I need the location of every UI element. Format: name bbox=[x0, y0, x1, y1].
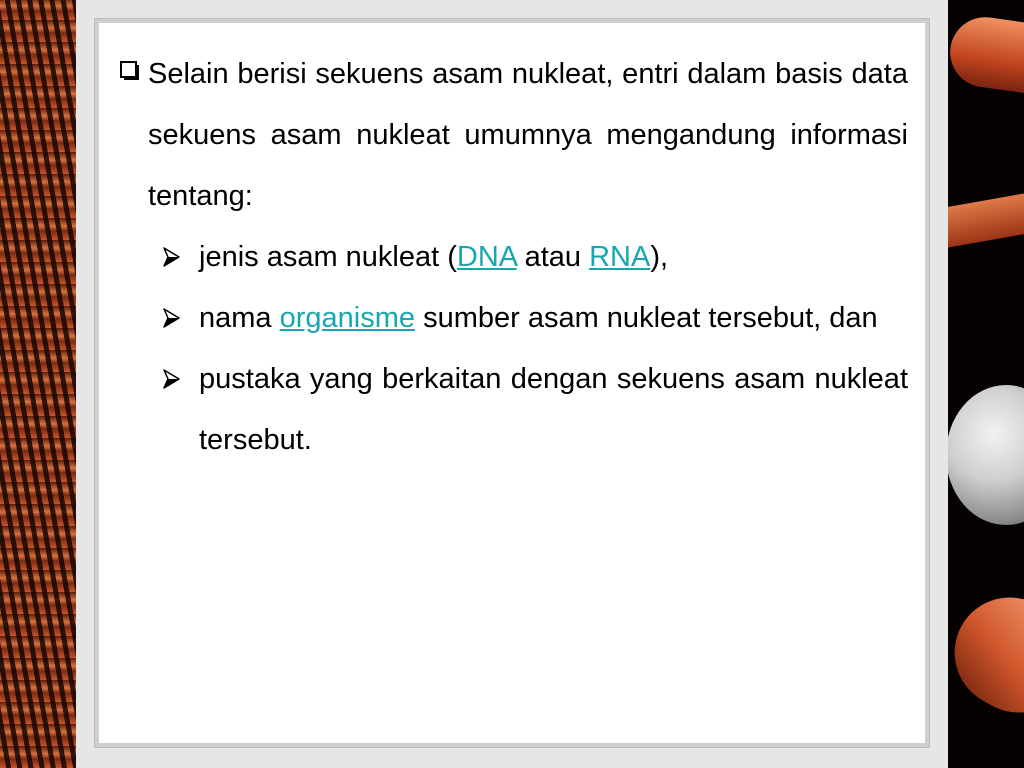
sub-bullet-text: sumber asam nukleat tersebut, dan bbox=[423, 302, 878, 334]
sub-bullet-text: pustaka yang berkaitan dengan sekuens asam nukleat tersebut. bbox=[199, 363, 908, 456]
arrow-bullet-icon bbox=[162, 369, 180, 389]
orange-swoosh-top bbox=[946, 13, 1024, 98]
sub-bullet-text: atau bbox=[516, 241, 590, 273]
dna-link[interactable]: DNA bbox=[456, 241, 517, 273]
slide-content bbox=[112, 44, 908, 471]
left-decorative-pattern bbox=[0, 0, 80, 768]
sub-bullet-text: ), bbox=[650, 241, 669, 273]
sub-bullet-text: jenis asam nukleat ( bbox=[199, 241, 457, 273]
sub-bullet-literature bbox=[112, 349, 908, 471]
rna-link[interactable]: RNA bbox=[589, 241, 651, 273]
arrow-bullet-icon bbox=[162, 247, 180, 267]
right-decorative-pattern bbox=[944, 0, 1024, 768]
sub-bullet-nucleic-acid-type bbox=[112, 227, 908, 288]
organisme-link[interactable]: organisme bbox=[279, 302, 416, 334]
hollow-square-bullet-icon bbox=[120, 61, 140, 81]
sub-bullet-organism-name bbox=[112, 288, 908, 349]
main-bullet-text: Selain berisi sekuens asam nukleat, entri dalam basis data sekuens asam nukleat umumnya mengandung informasi tentang: bbox=[148, 58, 908, 212]
orange-swoosh-middle bbox=[944, 189, 1024, 251]
arrow-bullet-icon bbox=[162, 308, 180, 328]
sub-bullet-text: nama bbox=[199, 302, 280, 334]
gray-sphere bbox=[946, 385, 1024, 525]
main-bullet bbox=[112, 44, 908, 227]
orange-swoosh-bottom bbox=[944, 577, 1024, 732]
